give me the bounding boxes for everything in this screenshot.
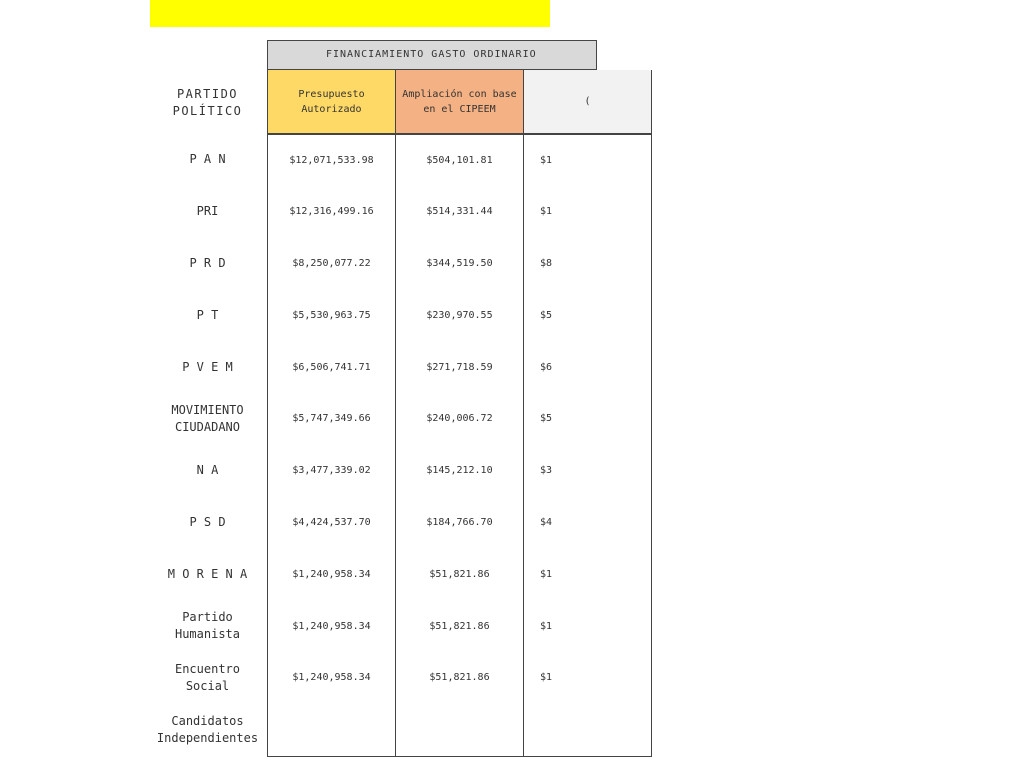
authorized-budget-cell (267, 704, 396, 757)
party-name: P A N (189, 152, 226, 167)
authorized-budget-cell: $8,250,077.22 (267, 238, 396, 291)
authorized-budget-cell: $5,747,349.66 (267, 393, 396, 446)
expansion-cell: $145,212.10 (395, 445, 524, 498)
yellow-banner (150, 0, 550, 27)
party-name: P V E M (182, 359, 233, 374)
authorized-budget-header: Presupuesto Autorizado (267, 70, 396, 134)
party-name: P R D (189, 255, 226, 270)
table-body (150, 134, 553, 756)
authorized-budget-cell: $1,240,958.34 (267, 600, 396, 653)
party-name: Partido Humanista (174, 610, 241, 642)
authorized-budget-cell: $12,071,533.98 (267, 134, 396, 187)
third-column-cell: $1 (523, 652, 652, 705)
expansion-cell: $514,331.44 (395, 186, 524, 239)
third-column-cell: $1 (523, 186, 652, 239)
third-column-cell: $4 (523, 497, 652, 550)
third-column-cell: $8 (523, 238, 652, 291)
table-row (150, 341, 553, 393)
authorized-budget-cell: $6,506,741.71 (267, 341, 396, 394)
party-name: M O R E N A (167, 566, 248, 581)
table-row (150, 652, 553, 704)
expansion-cell: $230,970.55 (395, 289, 524, 342)
third-column-cell: $1 (523, 134, 652, 187)
party-name: MOVIMIENTO CIUDADANO (171, 402, 244, 434)
table-row (150, 393, 553, 445)
authorized-budget-cell: $12,316,499.16 (267, 186, 396, 239)
expansion-cell: $51,821.86 (395, 548, 524, 601)
third-column-header: ( (523, 70, 652, 134)
table-row (150, 186, 553, 238)
authorized-budget-cell: $4,424,537.70 (267, 497, 396, 550)
authorized-budget-cell: $3,477,339.02 (267, 445, 396, 498)
expansion-cell: $51,821.86 (395, 600, 524, 653)
table-row (150, 548, 553, 600)
table-row (150, 289, 553, 341)
party-name: P T (196, 307, 219, 322)
party-column-header: PARTIDO POLÍTICO (172, 87, 243, 118)
authorized-budget-cell: $5,530,963.75 (267, 289, 396, 342)
third-column-cell: $6 (523, 341, 652, 394)
expansion-cipeem-header: Ampliación con base en el CIPEEM (395, 70, 524, 134)
table-row (150, 445, 553, 497)
authorized-budget-cell: $1,240,958.34 (267, 548, 396, 601)
expansion-cell: $240,006.72 (395, 393, 524, 446)
expansion-cell (395, 704, 524, 757)
party-name: Encuentro Social (174, 661, 241, 693)
expansion-cell: $344,519.50 (395, 238, 524, 291)
third-column-cell (523, 704, 652, 757)
expansion-cell: $184,766.70 (395, 497, 524, 550)
group-header: FINANCIAMIENTO GASTO ORDINARIO (267, 40, 597, 70)
third-column-cell: $1 (523, 600, 652, 653)
financing-table (150, 40, 591, 750)
party-name: P S D (189, 514, 226, 529)
table-row (150, 704, 550, 756)
expansion-cell: $271,718.59 (395, 341, 524, 394)
party-name: PRI (196, 204, 219, 219)
third-column-cell: $1 (523, 548, 652, 601)
party-name: Candidatos Independientes (156, 713, 259, 745)
party-name: N A (196, 463, 219, 478)
table-row (150, 134, 553, 186)
authorized-budget-cell: $1,240,958.34 (267, 652, 396, 705)
third-column-cell: $5 (523, 393, 652, 446)
table-row (150, 238, 553, 290)
third-column-cell: $5 (523, 289, 652, 342)
third-column-cell: $3 (523, 445, 652, 498)
expansion-cell: $51,821.86 (395, 652, 524, 705)
table-row (150, 497, 553, 549)
table-row (150, 600, 553, 652)
expansion-cell: $504,101.81 (395, 134, 524, 187)
